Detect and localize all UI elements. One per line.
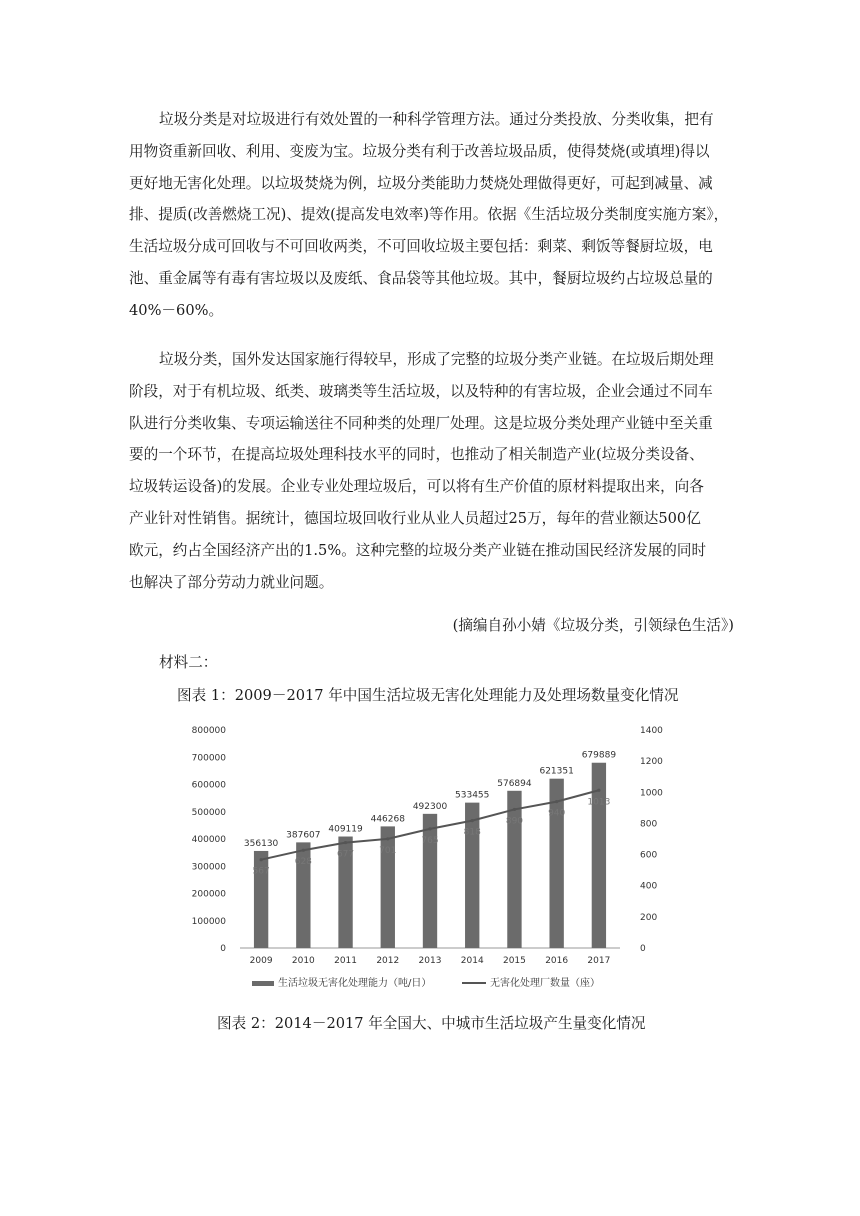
legend-swatch-bar [252, 981, 274, 986]
line-value-label: 1013 [587, 797, 611, 808]
left-axis-tick-label: 400000 [191, 835, 226, 845]
bar-capacity [423, 814, 437, 948]
right-axis-tick-label: 800 [640, 819, 658, 830]
bar-capacity [465, 803, 479, 948]
line-value-label: 701 [379, 845, 397, 856]
right-axis-tick-label: 400 [640, 881, 658, 892]
line-value-label: 818 [463, 827, 481, 838]
x-axis-tick-label: 2009 [249, 956, 273, 966]
line-value-label: 940 [548, 808, 566, 819]
paragraph-1 [129, 104, 733, 327]
paragraph-1-line: 池、重金属等有毒有害垃圾以及废纸、食品袋等其他垃圾。其中，餐厨垃圾约占垃圾总量的 [129, 269, 713, 287]
paragraph-2-line: 要的一个环节，在提高垃圾处理科技水平的同时，也推动了相关制造产业(垃圾分类设备、 [129, 446, 704, 464]
x-axis-tick-label: 2010 [291, 956, 315, 966]
line-value-label: 628 [294, 857, 312, 868]
bar-value-label: 492300 [412, 801, 448, 812]
bar-capacity [381, 826, 395, 948]
x-axis-tick-label: 2016 [545, 956, 569, 966]
paragraph-2-line: 阶段，对于有机垃圾、纸类、玻璃类等生活垃圾，以及特种的有害垃圾，企业会通过不同车 [129, 382, 713, 400]
line-point [428, 827, 431, 830]
line-value-label: 677 [336, 849, 355, 860]
bar-value-label: 679889 [581, 750, 617, 761]
x-axis-tick-label: 2015 [502, 956, 526, 966]
right-axis-tick-label: 200 [640, 912, 658, 923]
paragraph-1-line: 排、提质(改善燃烧工况)、提效(提高发电效率)等作用。依据《生活垃圾分类制度实施方案》， [129, 206, 729, 224]
left-axis-tick-label: 600000 [191, 780, 226, 791]
right-axis-tick-label: 1400 [640, 726, 663, 736]
line-value-label: 890 [505, 816, 524, 827]
paragraph-2 [129, 344, 733, 598]
x-axis-tick-label: 2014 [460, 956, 484, 966]
x-axis-tick-label: 2011 [334, 956, 358, 966]
paragraph-1-line: 生活垃圾分成可回收与不可回收两类，不可回收垃圾主要包括：剩菜、剩饭等餐厨垃圾，电 [129, 238, 713, 256]
paragraph-1-line: 用物资重新回收、利用、变废为宝。垃圾分类有利于改善垃圾品质，使得焚烧(或填埋)得以 [129, 142, 710, 160]
paragraph-1-line: 40%－60%。 [129, 301, 224, 319]
bar-value-label: 576894 [497, 778, 532, 789]
bar-capacity [505, 791, 524, 948]
line-value-label: 567 [252, 866, 270, 877]
bar-capacity [254, 851, 268, 948]
figure2-caption: 图表 2：2014－2017 年全国大、中城市生活垃圾产生量变化情况 [217, 1015, 646, 1032]
left-axis-tick-label: 0 [220, 944, 226, 954]
paragraph-2-line: 也解决了部分劳动力就业问题。 [129, 573, 334, 591]
line-point [471, 819, 474, 822]
line-point [597, 789, 600, 792]
figure1-caption: 图表 1：2009－2017 年中国生活垃圾无害化处理能力及处理场数量变化情况 [177, 687, 679, 704]
line-point [386, 837, 389, 840]
line-point [260, 858, 263, 861]
legend-label-bar: 生活垃圾无害化处理能力（吨/日） [278, 978, 432, 989]
bar-value-label: 409119 [328, 824, 363, 835]
paragraph-2-line: 欧元，约占全国经济产出的1.5%。这种完整的垃圾分类产业链在推动国民经济发展的同时 [129, 541, 707, 559]
x-axis-tick-label: 2013 [418, 956, 442, 966]
bar-value-label: 533455 [455, 790, 490, 801]
paragraph-2-line: 垃圾分类，国外发达国家施行得较早，形成了完整的垃圾分类产业链。在垃圾后期处理 [159, 351, 714, 368]
line-point [302, 849, 305, 852]
right-axis-tick-label: 1000 [640, 788, 663, 799]
bar-value-label: 621351 [539, 766, 574, 777]
material-label: 材料二： [159, 654, 218, 671]
left-axis-tick-label: 800000 [191, 726, 226, 736]
left-axis-tick-label: 300000 [191, 862, 226, 873]
paragraph-1-line: 垃圾分类是对垃圾进行有效处置的一种科学管理方法。通过分类投放、分类收集，把有 [159, 111, 714, 128]
x-axis-tick-label: 2017 [587, 956, 611, 966]
paragraph-2-line: 队进行分类收集、专项运输送往不同种类的处理厂处理。这是垃圾分类处理产业链中至关重 [129, 414, 713, 432]
bar-value-label: 387607 [286, 830, 321, 841]
figure1-chart [180, 720, 680, 1000]
source-citation: (摘编自孙小婧《垃圾分类，引领绿色生活》) [452, 617, 734, 634]
left-axis-tick-label: 700000 [191, 753, 226, 764]
line-point [513, 808, 516, 811]
line-value-label: 765 [421, 835, 439, 846]
paragraph-1-line: 更好地无害化处理。以垃圾焚烧为例，垃圾分类能助力焚烧处理做得更好，可起到减量、减 [129, 174, 713, 192]
right-axis-tick-label: 600 [640, 850, 658, 861]
right-axis-tick-label: 0 [640, 944, 646, 954]
paragraph-2-line: 产业针对性销售。据统计，德国垃圾回收行业从业人员超过25万，每年的营业额达500亿 [129, 509, 701, 527]
bar-capacity [548, 779, 566, 948]
right-axis-tick-label: 1200 [640, 757, 663, 768]
left-axis-tick-label: 200000 [191, 889, 226, 900]
bar-value-label: 446268 [370, 814, 405, 825]
bar-value-label: 356130 [243, 838, 279, 849]
legend-label-line: 无害化处理厂数量（座） [490, 978, 600, 989]
line-point [344, 841, 347, 844]
left-axis-tick-label: 500000 [191, 807, 226, 818]
left-axis-tick-label: 100000 [191, 916, 226, 927]
line-point [555, 800, 558, 803]
x-axis-tick-label: 2012 [376, 956, 400, 966]
paragraph-2-line: 垃圾转运设备)的发展。企业专业处理垃圾后，可以将有生产价值的原材料提取出来，向各 [129, 478, 704, 496]
